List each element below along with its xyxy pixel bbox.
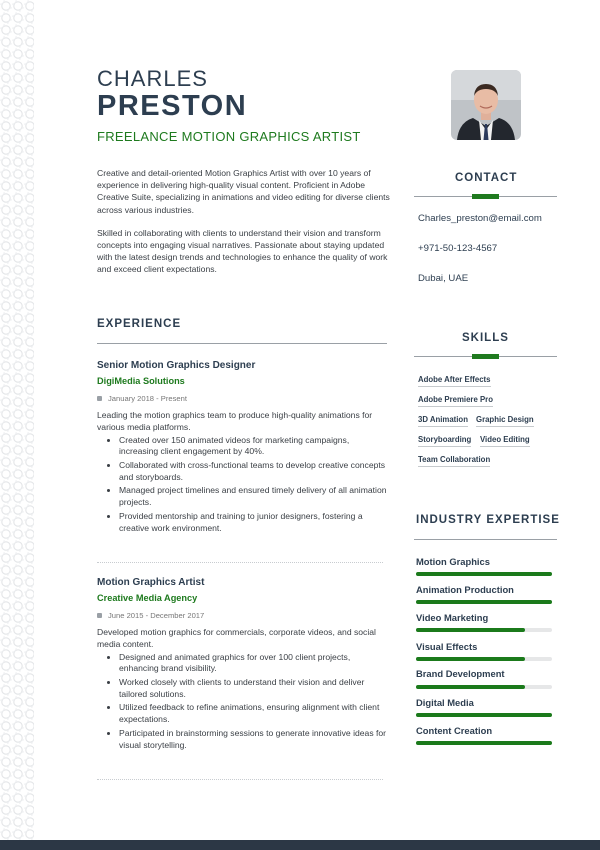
expertise-bar-track [416,741,552,745]
expertise-label: Video Marketing [416,612,489,623]
job-bullet: • Utilized feedback to refine animations, ensuring alignment with client expectations. [119,702,389,726]
entry-separator [97,779,383,780]
skill-tag: Adobe After Effects [418,375,491,387]
skill-tag: Storyboarding [418,435,471,447]
skill-tag: Video Editing [480,435,530,447]
expertise-bar-track [416,713,552,717]
expertise-label: Content Creation [416,725,493,736]
experience-entry [97,360,389,536]
skill-tag: 3D Animation [418,415,468,427]
expertise-bar-fill [416,741,552,745]
skills-accent-mark [472,354,499,359]
job-dates-text: January 2018 - Present [108,394,187,403]
job-company: Creative Media Agency [97,593,198,603]
job-bullet: • Designed and animated graphics for over 100 client projects, enhancing brand visibility. [119,652,389,676]
skill-tag: Adobe Premiere Pro [418,395,493,407]
job-dates-text: June 2015 - December 2017 [108,611,205,620]
expertise-label: Animation Production [416,584,514,595]
expertise-bar-track [416,685,552,689]
job-description: Developed motion graphics for commercials, corporate videos, and social media content. [97,627,376,649]
expertise-heading: INDUSTRY EXPERTISE [416,514,560,526]
calendar-icon [97,613,102,618]
job-bullet: • Worked closely with clients to understand their vision and deliver tailored solutions. [119,677,389,701]
job-bullet: • Provided mentorship and training to junior designers, fostering a creative work environment. [119,511,389,535]
expertise-bar-fill [416,572,552,576]
job-dates [97,611,389,620]
contact-email: Charles_preston@email.com [418,213,542,224]
job-bullets [97,652,389,752]
job-description: Leading the motion graphics team to produce high-quality animations for various media platforms. [97,410,373,432]
summary-paragraph: Skilled in collaborating with clients to understand their vision and transform concepts into engaging visual narratives. Passionate about staying updated with the latest design trends and technologies to enhance the quality of work and exceed client expectations. [97,227,388,275]
expertise-bar-track [416,657,552,661]
contact-accent-mark [472,194,499,199]
job-bullet: • Collaborated with cross-functional teams to develop creative concepts and storyboards. [119,460,389,484]
calendar-icon [97,396,102,401]
skill-tag: Graphic Design [476,415,534,427]
expertise-label: Brand Development [416,668,505,679]
summary-paragraph: Creative and detail-oriented Motion Graphics Artist with over 10 years of experience in delivering high-quality visual content. Proficient in Adobe Creative Suite, specializing in animations and video editing for diverse clients across various industries. [97,168,390,215]
job-bullet: • Participated in brainstorming sessions to generate innovative ideas for visual storytelling. [119,728,389,752]
footer-bar [0,840,600,850]
experience-entry [97,577,389,753]
expertise-bar-fill [416,685,525,689]
expertise-bar-fill [416,628,525,632]
contact-location: Dubai, UAE [418,273,469,284]
expertise-bar-fill [416,657,525,661]
expertise-bar-track [416,600,552,604]
first-name: CHARLES [97,66,208,91]
contact-heading: CONTACT [455,172,518,184]
expertise-bar-fill [416,600,552,604]
expertise-divider [414,539,557,540]
last-name: PRESTON [97,90,248,122]
skills-heading: SKILLS [462,332,509,344]
job-role: Senior Motion Graphics Designer [97,360,256,371]
job-company: DigiMedia Solutions [97,376,185,386]
expertise-bar-fill [416,713,552,717]
job-dates [97,394,389,403]
job-title: FREELANCE MOTION GRAPHICS ARTIST [97,129,361,144]
experience-heading: EXPERIENCE [97,318,182,330]
job-bullet: • Created over 150 animated videos for marketing campaigns, increasing client engagement by 40%. [119,435,389,459]
expertise-bar-track [416,572,552,576]
job-role: Motion Graphics Artist [97,577,205,588]
experience-divider [97,343,387,344]
expertise-label: Visual Effects [416,641,478,652]
entry-separator [97,562,383,563]
expertise-label: Motion Graphics [416,556,490,567]
contact-phone: +971-50-123-4567 [418,243,498,254]
skill-tag: Team Collaboration [418,455,490,467]
profile-summary [97,167,392,287]
decorative-side-pattern [0,0,34,850]
expertise-label: Digital Media [416,697,474,708]
job-bullets [97,435,389,535]
job-bullet: • Managed project timelines and ensured timely delivery of all animation projects. [119,485,389,509]
expertise-bar-track [416,628,552,632]
profile-photo [451,70,521,140]
